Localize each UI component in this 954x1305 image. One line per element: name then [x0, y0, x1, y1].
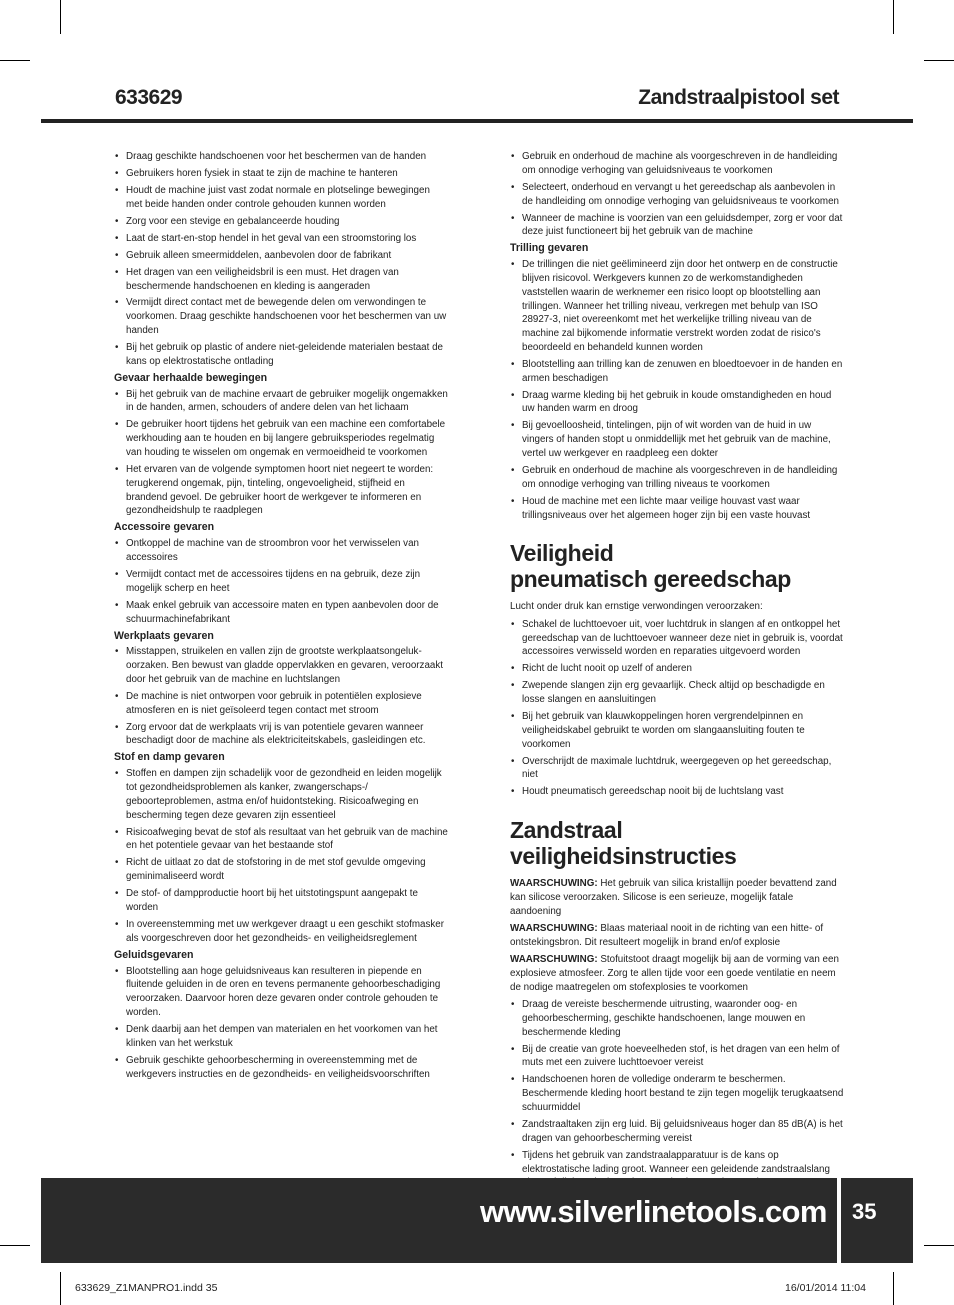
list-pneumatic	[510, 618, 844, 800]
print-slug-file: 633629_Z1MANPRO1.indd 35	[75, 1282, 218, 1294]
list-item: • Het ervaren van de volgende symptomen hoort niet negeert te worden: terugkerend ongemak, pijn, tinteling, ongevoeligheid, stijfheid en brandend gevoel. De gebruiker hoort de werkgever te informeren en gezondheidshulp te raadplegen	[114, 463, 448, 518]
list-item: • In overeenstemming met uw werkgever draagt u een geschikt stofmasker als voorgeschreven door het gezondheids- en veiligheidsreglement	[114, 918, 448, 946]
list-item: • De machine is niet ontworpen voor gebruik in potentiëlen explosieve atmosferen en is niet geïsoleerd tegen contact met stroom	[114, 690, 448, 718]
list-item: • Gebruik en onderhoud de machine als voorgeschreven in de handleiding om onnodige verhoging van trilling niveaus te voorkomen	[510, 464, 844, 492]
section-heading: Geluidsgevaren	[114, 948, 194, 961]
list-item: • Gebruik alleen smeermiddelen, aanbevolen door de fabrikant	[114, 249, 448, 263]
list-vibration	[510, 258, 844, 522]
list-item: • Bij gevoelloosheid, tintelingen, pijn of wit worden van de huid in uw vingers of handen stopt u onmiddellijk met het gebruik van de machine, vertel uw werkgever en raadpleeg een dokter	[510, 419, 844, 460]
section-heading: Stof en damp gevaren	[114, 751, 225, 764]
crop-mark	[893, 1272, 894, 1305]
list-item: • Wanneer de machine is voorzien van een geluidsdemper, zorg er voor dat deze juist functioneert bij het gebruik van de machine	[510, 212, 844, 240]
section-heading: Trilling gevaren	[510, 242, 589, 255]
list-workplace	[114, 645, 448, 748]
website-url[interactable]: www.silverlinetools.com	[480, 1194, 827, 1229]
warning-label: WAARSCHUWING:	[510, 954, 598, 966]
list-item: • Misstappen, struikelen en vallen zijn de grootste werkplaatsongeluk-oorzaken. Ben bewust van gladde oppervlakken en gevaren, veroorzaakt door het gebruik van de machine en luchtslangen	[114, 645, 448, 686]
list-item: • Gebruik en onderhoud de machine als voorgeschreven in de handleiding om onnodige verhoging van geluidsniveaus te voorkomen	[510, 150, 844, 178]
list-item: • Bij het gebruik op plastic of andere niet-geleidende materialen bestaat de kans op elektrostatische ontlading	[114, 341, 448, 369]
crop-mark	[0, 60, 30, 61]
warning-text: Stofuitstoot draagt mogelijk bij aan de vorming van een explosieve atmosfeer. Zorg te allen tijde voor een goede ventilatie en neem de nodige maatregelen om stofexplosies te voorkomen	[510, 954, 839, 993]
list-item: • Bij het gebruik van klauwkoppelingen horen vergrendelpinnen en veiligheidskabel gebruikt te worden om slangaansluiting fouten te voorkomen	[510, 710, 844, 751]
list-item: • Selecteert, onderhoud en vervangt u het gereedschap als aanbevolen in de handleiding om onnodige verhoging van geluidsniveaus te voorkomen	[510, 181, 844, 209]
page-number: 35	[852, 1199, 877, 1224]
list-item: • Handschoenen horen de volledige onderarm te beschermen. Beschermende kleding hoort bestand te zijn tegen mogelijk terugkaatsend schuurmiddel	[510, 1073, 844, 1114]
list-general	[114, 150, 448, 369]
list-item: • Zorg voor een stevige en gebalanceerde houding	[114, 215, 448, 229]
list-noise-continued	[510, 150, 844, 239]
crop-mark	[924, 1245, 954, 1246]
list-item: • Risicoafweging bevat de stof als resultaat van het gebruik van de machine en het potentiele gevaar van het bestaande stof	[114, 826, 448, 854]
left-column	[114, 150, 448, 1084]
list-item: • Zorg ervoor dat de werkplaats vrij is van potentiele gevaren wanneer beschadigt door de machine als elektriciteitskabels, gasleidingen etc.	[114, 721, 448, 749]
intro-text: Lucht onder druk kan ernstige verwondingen veroorzaken:	[510, 601, 763, 613]
list-item: • Richt de lucht nooit op uzelf of anderen	[510, 662, 844, 676]
list-item: • Vermijdt direct contact met de bewegende delen om verwondingen te voorkomen. Draag geschikte handschoenen voor het beschermen van uw handen	[114, 296, 448, 337]
list-item: • Houdt pneumatisch gereedschap nooit bij de luchtslang vast	[510, 785, 844, 799]
list-item: • Bij het gebruik van de machine ervaart de gebruiker mogelijk ongemakken in de handen, armen, schouders of andere delen van het lichaam	[114, 388, 448, 416]
list-item: • Draag warme kleding bij het gebruik in koude omstandigheden en houd uw handen warm en droog	[510, 389, 844, 417]
page-title: Zandstraalpistool set	[638, 86, 839, 109]
list-item: • Zandstraaltaken zijn erg luid. Bij geluidsniveaus hoger dan 85 dB(A) is het dragen van gehoorbescherming vereist	[510, 1118, 844, 1146]
section-title-sandblast: Zandstraal veiligheidsinstructies	[510, 817, 737, 870]
product-code: 633629	[115, 86, 183, 109]
list-item: • Houdt de machine juist vast zodat normale en plotselinge bewegingen met beide handen onder controle gehouden kunnen worden	[114, 184, 448, 212]
list-item: • De stof- of dampproductie hoort bij het uitstotingspunt aangepakt te worden	[114, 887, 448, 915]
footer-separator	[837, 1178, 841, 1263]
print-slug-date: 16/01/2014 11:04	[785, 1282, 866, 1294]
list-item: • De trillingen die niet geëlimineerd zijn door het ontwerp en de constructie blijven risicovol. Werkgevers kunnen zo de werkomstandigheden vaststellen waarin de werknemer een risico loopt op blootstelling aan trillingen. Wanneer het trilling niveau, verkregen met behulp van ISO 28927-3, niet overeenkomt met het werkelijke trilling niveau van de machine zal bijkomende informatie verstrekt worden zodat de risico's beoordeeld en behandeld kunnen worden	[510, 258, 844, 355]
list-item: • Maak enkel gebruik van accessoire maten en typen aanbevolen door de schuurmachinefabrikant	[114, 599, 448, 627]
list-item: • Vermijdt contact met de accessoires tijdens en na gebruik, deze zijn mogelijk scherp en heet	[114, 568, 448, 596]
list-item: • Richt de uitlaat zo dat de stofstoring in de met stof gevulde omgeving geminimaliseerd wordt	[114, 856, 448, 884]
list-noise	[114, 965, 448, 1082]
list-dust	[114, 767, 448, 945]
header-rule	[41, 119, 913, 123]
list-item: • Denk daarbij aan het dempen van materialen en het voorkomen van het klinken van het werkstuk	[114, 1023, 448, 1051]
list-sandblast	[510, 998, 844, 1190]
warning-text: Blaas materiaal nooit in de richting van een hitte- of ontstekingsbron. Dit resulteert mogelijk in brand en/of explosie	[510, 923, 824, 948]
title-line: pneumatisch gereedschap	[510, 566, 791, 593]
warning-text: Het gebruik van silica kristallijn poeder bevattend zand kan silicose veroorzaken. Silicose is een serieuze, mogelijk fatale aandoening	[510, 878, 837, 917]
warning-paragraph	[510, 877, 844, 918]
list-item: • Zwepende slangen zijn erg gevaarlijk. Check altijd op beschadigde en losse slangen en aansluitingen	[510, 679, 844, 707]
list-item: • Laat de start-en-stop hendel in het geval van een stroomstoring los	[114, 232, 448, 246]
list-item: • Het dragen van een veiligheidsbril is een must. Het dragen van beschermende handschoenen en kleding is aangeraden	[114, 266, 448, 294]
list-item: • Overschrijdt de maximale luchtdruk, weergegeven op het gereedschap, niet	[510, 755, 844, 783]
list-item: • Draag de vereiste beschermende uitrusting, waaronder oog- en gehoorbescherming, geschikte handschoenen, lange mouwen en beschermende kleding	[510, 998, 844, 1039]
warning-paragraph	[510, 922, 844, 950]
list-item: • Bij de creatie van grote hoeveelheden stof, is het dragen van een helm of muts met een zuivere luchttoevoer vereist	[510, 1043, 844, 1071]
crop-mark	[60, 1272, 61, 1305]
list-accessory	[114, 537, 448, 626]
list-item: • Schakel de luchttoevoer uit, voer luchtdruk in slangen af en ontkoppel het gereedschap van de luchttoevoer wanneer deze niet in gebruik is, voordat accessoires verwisseld worden en reparaties uitgevoerd worden	[510, 618, 844, 659]
list-item: • Blootstelling aan trilling kan de zenuwen en bloedtoevoer in de handen en armen beschadigen	[510, 358, 844, 386]
list-item: • Ontkoppel de machine van de stroombron voor het verwisselen van accessoires	[114, 537, 448, 565]
list-item: • Tijdens het gebruik van zandstraalapparatuur is de kans op elektrostatische lading groot. Wanneer een geleidende zandstraalslang	[510, 1149, 844, 1190]
warning-label: WAARSCHUWING:	[510, 923, 598, 935]
warning-paragraph	[510, 953, 844, 994]
list-item: • Draag geschikte handschoenen voor het beschermen van de handen	[114, 150, 448, 164]
list-repetitive-motion	[114, 388, 448, 519]
crop-mark	[893, 0, 894, 34]
list-item: • Houd de machine met een lichte maar veilige houvast vast waar trillingsniveaus over het algemeen hoger zijn bij een vaste houvast	[510, 495, 844, 523]
section-heading: Werkplaats gevaren	[114, 629, 214, 642]
warning-label: WAARSCHUWING:	[510, 878, 598, 890]
crop-mark	[0, 1245, 30, 1246]
title-line: Veiligheid	[510, 540, 614, 567]
list-item: • Gebruik geschikte gehoorbescherming in overeenstemming met de werkgevers instructies en de gezondheids- en veiligheidsvoorschriften	[114, 1054, 448, 1082]
list-item: • De gebruiker hoort tijdens het gebruik van een machine een comfortabele werkhouding aan te houden en bij langere gebruiksperiodes regelmatig van houding te wisselen om ongemak en vermoeidheid te voorkomen	[114, 418, 448, 459]
right-column	[510, 150, 844, 1193]
crop-mark	[60, 0, 61, 34]
section-heading: Accessoire gevaren	[114, 521, 215, 534]
section-heading: Gevaar herhaalde bewegingen	[114, 371, 268, 384]
list-item: • Gebruikers horen fysiek in staat te zijn de machine te hanteren	[114, 167, 448, 181]
section-title-pneumatic	[510, 540, 844, 592]
list-item: • Blootstelling aan hoge geluidsniveaus kan resulteren in piepende en fluitende geluiden in de oren en tevens permanente gehoorbeschadiging veroorzaken. Daarvoor horen deze gevaren onder controle gehouden te worden.	[114, 965, 448, 1020]
list-item: • Stoffen en dampen zijn schadelijk voor de gezondheid en leiden mogelijk tot gezondheidsproblemen als kanker, zwangerschaps-/ geboorteproblemen, astma en/of huidontsteking. Risicoafweging en bescherming tegen deze gevaren zijn essentieel	[114, 767, 448, 822]
crop-mark	[924, 60, 954, 61]
